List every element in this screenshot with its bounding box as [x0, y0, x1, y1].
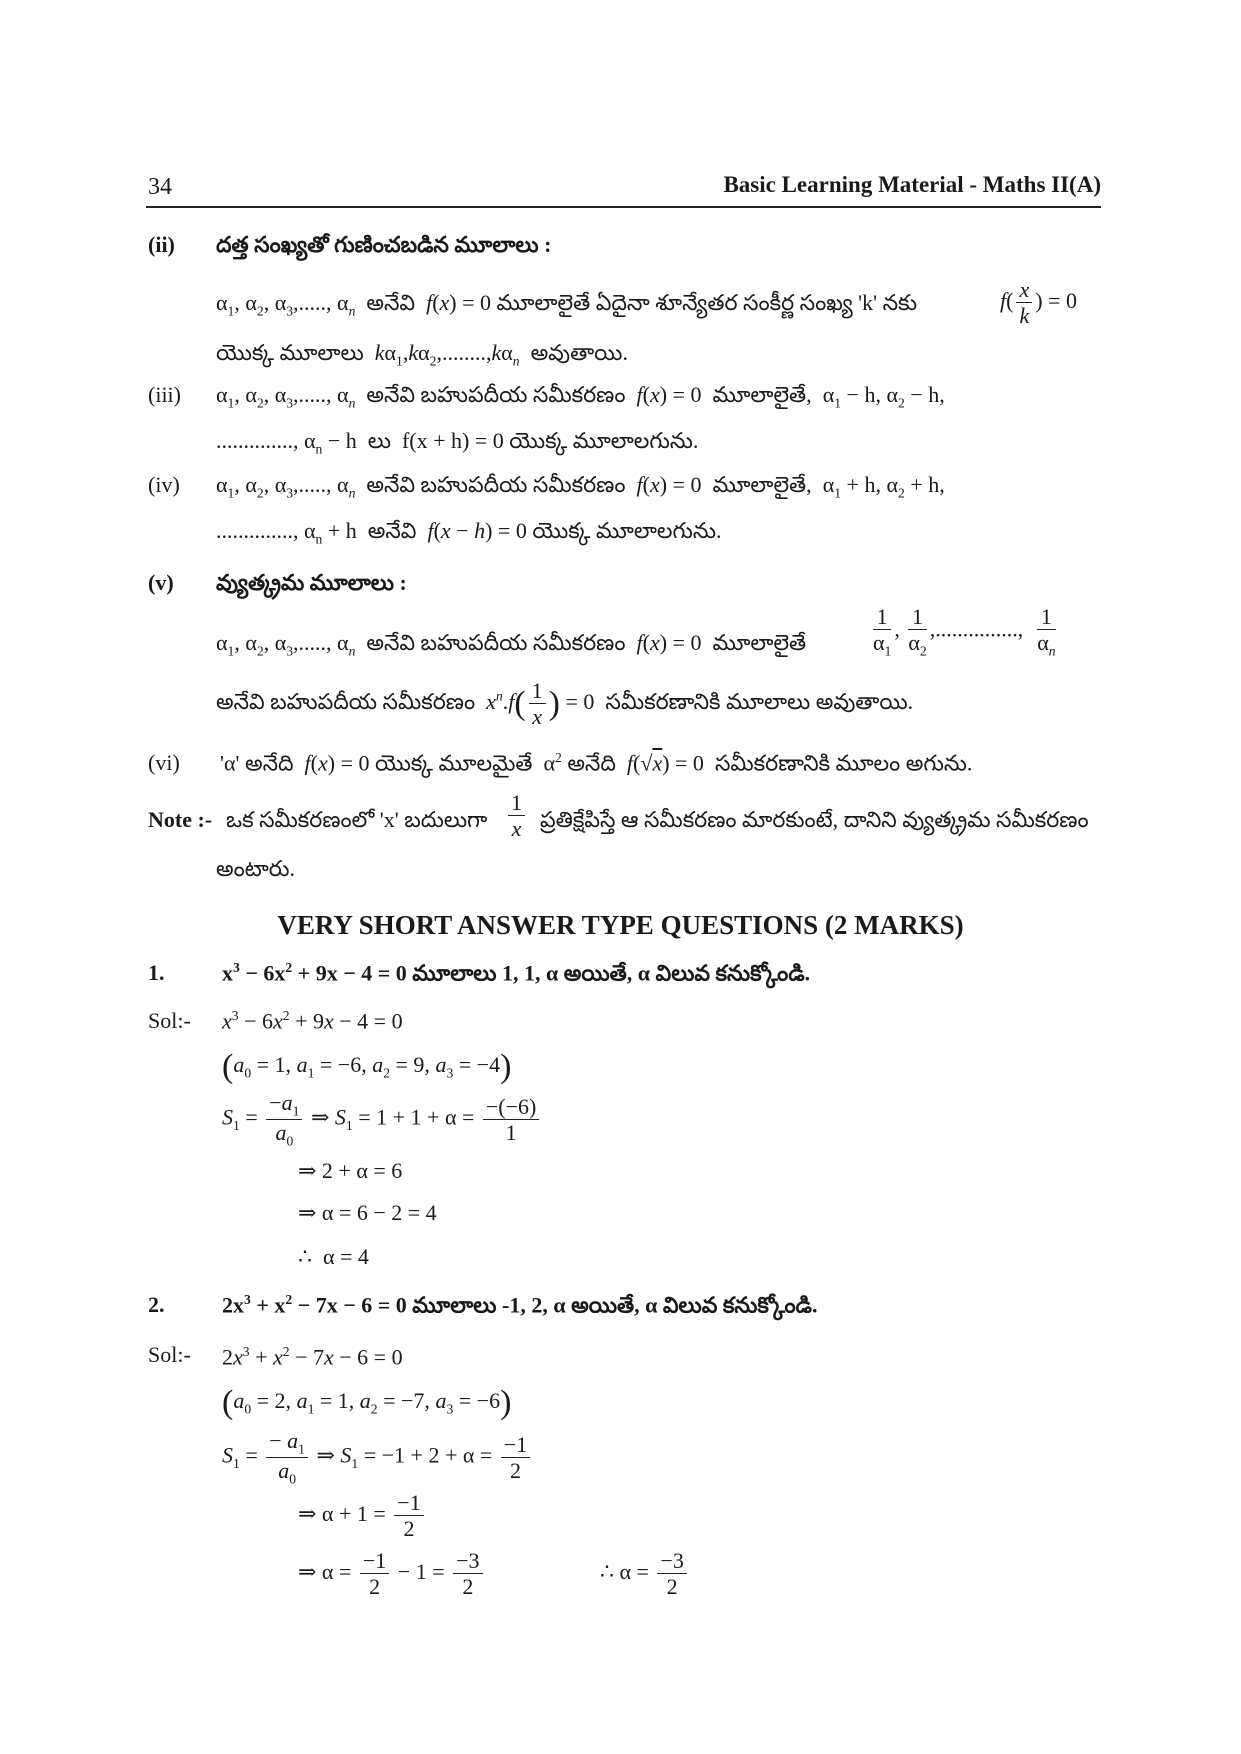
q1-step-a: ⇒ 2 + α = 6: [298, 1158, 403, 1183]
item-iii-text3: లు: [367, 428, 391, 453]
question-1-statement: మూలాలు 1, 1, α అయితే, α విలువ కనుక్కోండి.: [412, 960, 811, 986]
item-v-text2: మూలాలైతే: [712, 630, 807, 655]
note-text1: ఒక సమీకరణంలో 'x' బదులుగా: [226, 807, 488, 832]
question-1-text: $x^3 - 6x^2 + 9x - 4 = 0$ మూలాలు 1, 1, α అయితే, α విలువ కనుక్కోండి.: [222, 960, 811, 986]
item-vi-text2: యొక్క మూలమైతే: [375, 750, 533, 776]
item-ii-line2: యొక్క మూలాలు $k\alpha_1,k\alpha_2,........,k\alpha_n$ అవుతాయి.: [216, 340, 628, 369]
item-heading-ii: దత్త సంఖ్యతో గుణించబడిన మూలాలు :: [216, 232, 552, 257]
q1-step-s1: $S_1$ = $\frac{-a_1}{a_0}$ ⇒ $S_1 = 1 + 1 + \alpha$ = $\frac{-(-6)}{1}$: [222, 1090, 542, 1149]
header-rule: [146, 206, 1101, 208]
question-1-sol-label: Sol:-: [148, 1008, 191, 1033]
item-iii-text4: యొక్క మూలాలగును.: [509, 428, 699, 453]
item-iii-text2: మూలాలైతే,: [712, 382, 812, 407]
item-iv-text3: అనేవి: [367, 518, 417, 543]
item-ii-text4: అవుతాయి.: [530, 340, 628, 365]
item-ii-text3: యొక్క మూలాలు: [216, 340, 364, 365]
item-iv-text2: మూలాలైతే,: [712, 472, 812, 497]
item-vi-line: 'α' అనేది f(x) = 0 యొక్క మూలమైతే $\alpha^2$ అనేది f(√x) = 0 సమీకరణానికి మూలం అగును.: [220, 750, 973, 776]
item-v-text4: సమీకరణానికి మూలాలు అవుతాయి.: [605, 688, 914, 714]
question-2-text: $2x^3 + x^2 - 7x - 6 = 0$ మూలాలు -1, 2, α అయితే, α విలువ కనుక్కోండి.: [222, 1292, 818, 1318]
question-2-statement: మూలాలు -1, 2, α అయితే, α విలువ కనుక్కోండి.: [412, 1292, 818, 1318]
item-iii-line2: .............., $\alpha_n - h$ లు f(x + h) = 0 యొక్క మూలాలగును.: [216, 428, 699, 457]
q2-step-equation: $2x^3 + x^2 - 7x - 6 = 0$: [222, 1344, 403, 1370]
q2-step-b: ⇒ α = $\frac{-1}{2}$ − 1 = $\frac{-3}{2}$: [298, 1548, 486, 1600]
item-v-text3: అనేవి బహుపదీయ సమీకరణం: [216, 688, 476, 714]
q2-step-coefficients: ($a_0 = 2$, $a_1 = 1$, $a_2 = -7$, $a_3 = -6$): [222, 1384, 512, 1421]
item-ii-formula: f( $\frac{x}{k}$ ) = 0: [1000, 277, 1077, 329]
item-v-text1: అనేవి బహుపదీయ సమీకరణం: [366, 630, 626, 655]
item-heading-v: వ్యుత్క్రమ మూలాలు :: [216, 570, 407, 595]
item-vi-text3: అనేది: [567, 750, 616, 776]
item-iv-text4: యొక్క మూలాలగును.: [532, 518, 722, 543]
item-vi-text1: అనేది: [244, 750, 294, 776]
item-label-iii: (iii): [148, 382, 181, 407]
item-ii-line1: $\alpha_1$, $\alpha_2$, $\alpha_3$,....., $\alpha_n$ అనేవి f(x) = 0 మూలాలైతే ఏదైనా శూన్యేతర సంకీర్ణ సంఖ్య 'k' నకు: [216, 290, 918, 319]
question-2-sol-label: Sol:-: [148, 1342, 191, 1367]
item-label-v: (v): [148, 570, 174, 595]
q2-answer: ∴ α = $\frac{-3}{2}$: [600, 1548, 690, 1600]
note-label: Note :-: [148, 807, 213, 832]
item-iv-line1: $\alpha_1$, $\alpha_2$, $\alpha_3$,....., $\alpha_n$ అనేవి బహుపదీయ సమీకరణం f(x) = 0 మూలాలైతే, $\alpha_1 + h$, $\alpha_2 + h$,: [216, 472, 945, 501]
q1-step-equation: $x^3 - 6x^2 + 9x - 4 = 0$: [222, 1008, 403, 1034]
item-iii-line1: $\alpha_1$, $\alpha_2$, $\alpha_3$,....., $\alpha_n$ అనేవి బహుపదీయ సమీకరణం f(x) = 0 మూలాలైతే, $\alpha_1 - h$, $\alpha_2 - h$,: [216, 382, 945, 411]
item-vi-text4: సమీకరణానికి మూలం అగును.: [714, 750, 973, 776]
item-iv-text1: అనేవి బహుపదీయ సమీకరణం: [366, 472, 626, 497]
item-label-vi: (vi): [148, 750, 180, 775]
item-v-line2: అనేవి బహుపదీయ సమీకరణం $x^n.f$( $\frac{1}{x}$ ) = 0 సమీకరణానికి మూలాలు అవుతాయి.: [216, 678, 914, 730]
note-text2: ప్రతిక్షేపిస్తే ఆ సమీకరణం మారకుంటే, దానిని వ్యుత్క్రమ సమీకరణం: [540, 807, 1089, 832]
question-2-number: 2.: [148, 1292, 165, 1317]
item-iv-line2: .............., $\alpha_n + h$ అనేవి f(x − h) = 0 యొక్క మూలాలగును.: [216, 518, 722, 547]
item-v-reciprocals: $\frac{1}{\alpha_1}$ , $\frac{1}{\alpha_2}$ ,..............., $\frac{1}{\alpha_n}$: [873, 604, 1056, 659]
note-text3: అంటారు.: [216, 856, 295, 881]
note-fraction: $\frac{1}{x}$: [505, 790, 528, 842]
q1-answer: ∴ α = 4: [298, 1244, 369, 1269]
running-header-title: Basic Learning Material - Maths II(A): [723, 172, 1101, 197]
item-label-iv: (iv): [148, 472, 180, 497]
section-heading: VERY SHORT ANSWER TYPE QUESTIONS (2 MARKS): [277, 910, 964, 940]
question-1-number: 1.: [148, 960, 165, 985]
item-v-line1: $\alpha_1$, $\alpha_2$, $\alpha_3$,....., $\alpha_n$ అనేవి బహుపదీయ సమీకరణం f(x) = 0 మూలాలైతే: [216, 630, 807, 659]
page-number: 34: [148, 174, 172, 200]
q2-step-s1: $S_1$ = $\frac{- a_1}{a_0}$ ⇒ $S_1 = -1 + 2 + \alpha$ = $\frac{-1}{2}$: [222, 1428, 533, 1487]
item-ii-text1: అనేవి: [366, 290, 416, 315]
item-label-ii: (ii): [148, 232, 175, 257]
item-ii-text2: మూలాలైతే ఏదైనా శూన్యేతర సంకీర్ణ సంఖ్య 'k' నకు: [496, 290, 918, 315]
q2-step-a: ⇒ α + 1 = $\frac{-1}{2}$: [298, 1490, 427, 1542]
item-iii-text1: అనేవి బహుపదీయ సమీకరణం: [366, 382, 626, 407]
q1-step-coefficients: ($a_0 = 1$, $a_1 = -6$, $a_2 = 9$, $a_3 = -4$): [222, 1048, 512, 1085]
q1-step-b: ⇒ α = 6 − 2 = 4: [298, 1200, 437, 1225]
